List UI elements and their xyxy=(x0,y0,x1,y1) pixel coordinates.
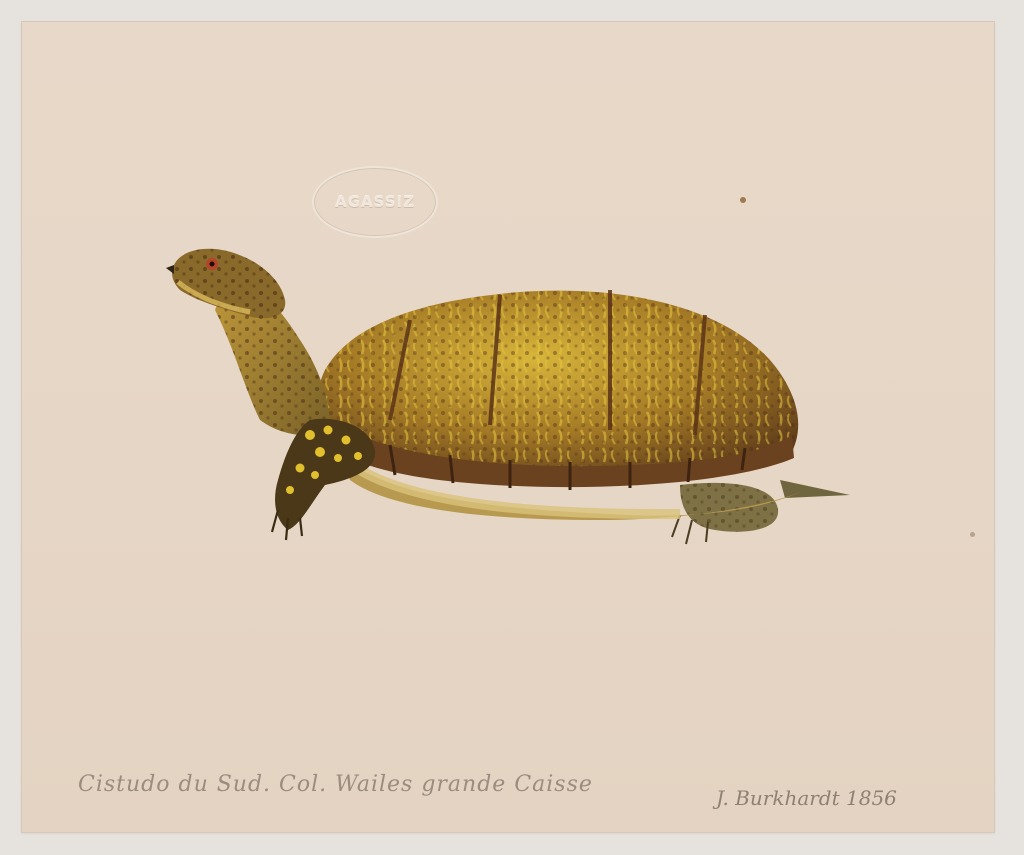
artist-signature: J. Burkhardt 1856 xyxy=(716,786,897,810)
paper-speck xyxy=(970,532,975,537)
handwritten-caption: Cistudo du Sud. Col. Wailes grande Caisse xyxy=(78,772,593,797)
paper-speck xyxy=(740,197,746,203)
turtle-tail xyxy=(780,480,850,498)
agassiz-embossed-stamp xyxy=(312,166,438,238)
box-turtle-illustration xyxy=(160,230,860,560)
stamp-text: AGASSIZ xyxy=(335,193,415,211)
